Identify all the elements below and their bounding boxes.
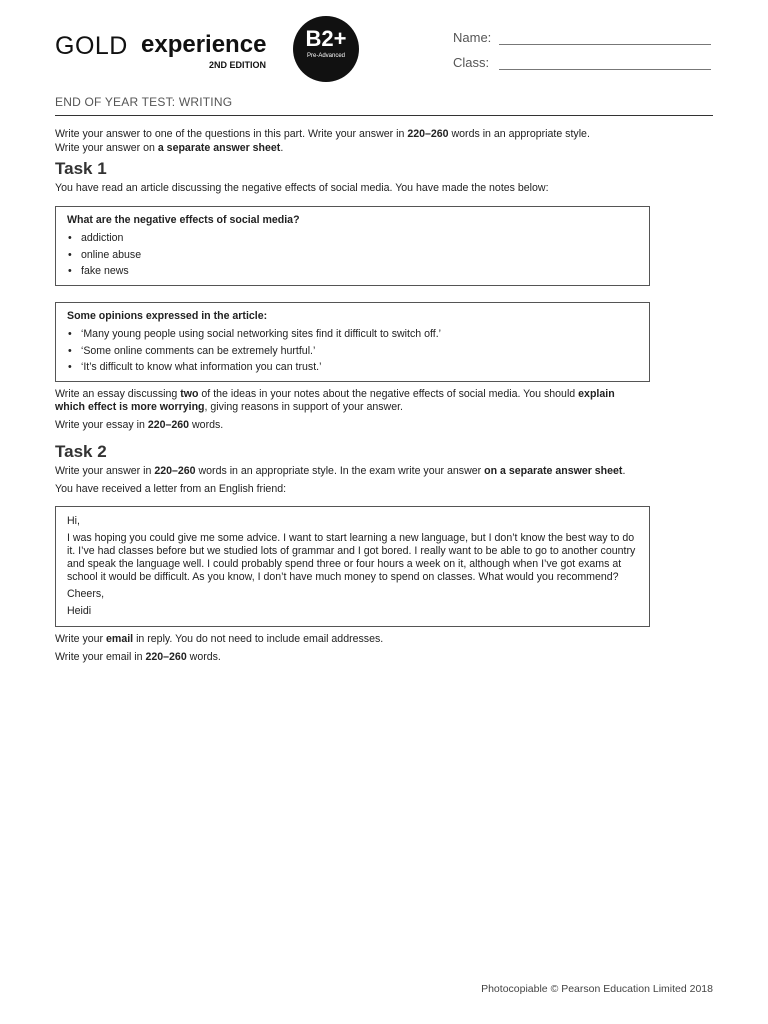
word-count: 220–260 — [145, 650, 187, 663]
task2-line-2: You have received a letter from an English friend: — [55, 482, 287, 495]
class-field[interactable] — [453, 55, 489, 70]
intro-text: words in an appropriate style. — [448, 128, 590, 140]
list-item: • ‘Many young people using social networking sites find it difficult to switch off.’ — [67, 326, 638, 343]
word-count: 220–260 — [154, 465, 196, 477]
instruction-emphasis: explain which effect is more worrying — [55, 387, 615, 413]
answer-sheet-emphasis: on a separate answer sheet — [484, 465, 623, 477]
letter-greeting: Hi, — [67, 515, 80, 527]
instruction-text: Write your email in — [55, 650, 146, 663]
name-line[interactable] — [499, 44, 711, 45]
letter-closing: Cheers, — [67, 588, 105, 600]
list-item: • addiction — [67, 230, 638, 247]
level-badge-text: B2+ — [305, 26, 347, 51]
instruction-text: Write an essay discussing — [55, 387, 181, 400]
instruction-text: . — [622, 465, 626, 477]
level-badge-subtext: Pre-Advanced — [306, 53, 346, 59]
task2-heading: Task 2 — [55, 442, 107, 461]
instruction-text: Write your essay in — [55, 418, 148, 431]
notes-list — [67, 230, 638, 280]
copyright-footer: Photocopiable © Pearson Education Limited 2018 — [481, 983, 713, 995]
intro-line-1 — [55, 128, 715, 142]
answer-sheet-emphasis: a separate answer sheet — [157, 141, 281, 154]
brand-edition: 2ND EDITION — [209, 60, 267, 70]
brand-experience: experience — [141, 31, 267, 58]
instruction-text: Write your answer in — [55, 465, 155, 477]
letter-body: I was hoping you could give me some advice. I want to start learning a new language, but I don’t know the best way to do it. I’ve had classes before but we studied lots of grammar and I got bored. I really want to be able to go to another country and speak the language well. I could probably spend three or four hours a week on it, although when I’ve got exams at school it would be difficult. As you know, I don’t have much money to spend on classes. What would you recommend? — [67, 532, 636, 583]
notes-box — [55, 206, 650, 286]
notes-box-title: What are the negative effects of social media? — [67, 213, 300, 226]
instruction-text: of the ideas in your notes about the negative effects of social media. You should — [198, 387, 579, 400]
name-label: Name: — [453, 30, 492, 45]
intro-text: Write your answer to one of the questions in this part. Write your answer in — [55, 128, 408, 140]
name-field[interactable] — [453, 30, 491, 45]
instruction-text: words. — [186, 650, 221, 663]
intro-text: Write your answer on — [55, 141, 158, 154]
task1-word-count — [55, 419, 715, 433]
list-item: • ‘Some online comments can be extremely hurtful.’ — [67, 343, 638, 360]
page-header — [55, 20, 715, 80]
list-item: • online abuse — [67, 247, 638, 264]
intro-line-2 — [55, 142, 715, 156]
level-badge — [293, 16, 359, 82]
task2-word-count — [55, 651, 715, 665]
instruction-emphasis: two — [180, 387, 199, 400]
opinions-list — [67, 326, 638, 376]
instruction-emphasis: email — [106, 633, 134, 645]
intro-text: . — [280, 141, 284, 154]
word-count: 220–260 — [407, 128, 449, 140]
instruction-text: Write your — [55, 633, 107, 645]
opinions-box-title: Some opinions expressed in the article: — [67, 309, 268, 322]
task1-instruction — [55, 388, 625, 415]
instruction-text: in reply. You do not need to include email addresses. — [133, 633, 384, 645]
letter-box — [55, 506, 650, 627]
brand-gold: GOLD — [55, 32, 128, 60]
class-line[interactable] — [499, 69, 711, 70]
instruction-text: words. — [189, 418, 224, 431]
task2-line-1 — [55, 465, 715, 479]
word-count: 220–260 — [147, 418, 190, 431]
list-item: • ‘It’s difficult to know what information you can trust.’ — [67, 359, 638, 376]
section-title: END OF YEAR TEST: WRITING — [55, 95, 713, 116]
instruction-text: , giving reasons in support of your answer. — [204, 401, 403, 413]
letter-signature: Heidi — [67, 605, 92, 617]
task1-heading: Task 1 — [55, 159, 107, 178]
task2-reply-instruction — [55, 633, 715, 647]
class-label: Class: — [453, 55, 490, 70]
task1-intro: You have read an article discussing the negative effects of social media. You have made the notes below: — [55, 182, 549, 194]
opinions-box — [55, 302, 650, 382]
list-item: • fake news — [67, 263, 638, 280]
test-content — [55, 128, 715, 664]
instruction-text: words in an appropriate style. In the exam write your answer — [195, 465, 485, 477]
